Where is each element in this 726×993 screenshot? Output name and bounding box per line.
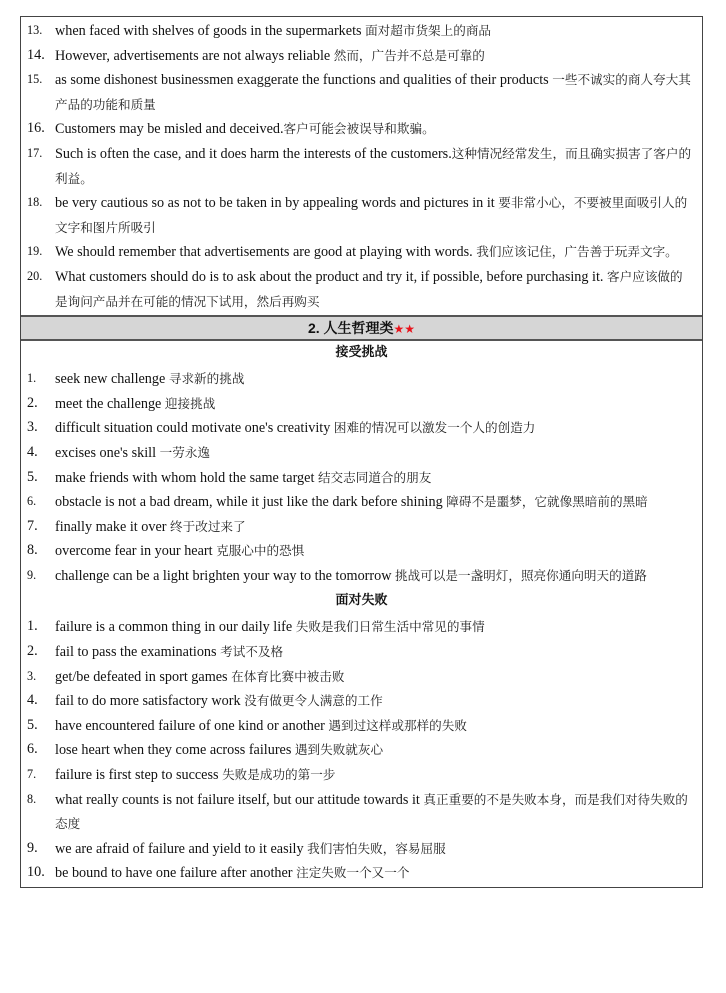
item-text: [55, 689, 702, 714]
item-text: [55, 191, 702, 240]
item-number: 7.: [27, 517, 38, 534]
item-number: 4.: [27, 692, 38, 709]
item-text: [55, 466, 702, 491]
item-number: 13.: [27, 23, 43, 37]
chinese-translation: 我们害怕失败，容易屈服: [307, 840, 446, 856]
item-number: 5.: [27, 468, 38, 485]
item-number: 1.: [27, 371, 37, 386]
item-number: 6.: [27, 494, 37, 509]
english-phrase: difficult situation could motivate one's creativity: [55, 420, 334, 437]
item-number: 16.: [27, 120, 45, 137]
item-number: 19.: [27, 244, 43, 259]
chinese-translation: 真正重要的不是失败本身，而是我们对待失败的态度: [55, 791, 688, 832]
chinese-translation: 客户应该做的是询问产品并在可能的情况下试用，然后再购买: [55, 268, 683, 309]
item-number: 10.: [27, 864, 45, 881]
english-phrase: get/be defeated in sport games: [55, 668, 232, 685]
chinese-translation: 我们应该记住，广告善于玩弄文字。: [476, 244, 678, 260]
list-item: [21, 44, 702, 69]
list-item: [21, 142, 702, 191]
item-number: 8.: [27, 791, 37, 806]
item-number: 20.: [27, 268, 43, 283]
chinese-translation: 失败是我们日常生活中常见的事情: [295, 619, 485, 635]
list-item: [21, 392, 702, 417]
chinese-translation: 在体育比赛中被击败: [231, 668, 345, 684]
english-phrase: make friends with whom hold the same target: [55, 469, 318, 486]
chinese-translation: 终于改过来了: [170, 518, 246, 534]
chinese-translation: 这种情况经常发生，而且确实损害了客户的利益。: [55, 145, 692, 186]
english-phrase: have encountered failure of one kind or another: [55, 717, 329, 734]
item-text: [55, 837, 702, 862]
item-text: [55, 367, 702, 392]
english-phrase: lose heart when they come across failures: [55, 742, 295, 759]
list-item: [21, 640, 702, 665]
item-text: [55, 416, 702, 441]
item-number: 9.: [27, 839, 38, 856]
list-item: [21, 788, 702, 837]
chinese-translation: 迎接挑战: [164, 395, 216, 411]
list-item: [21, 240, 702, 265]
vocabulary-table: [20, 16, 703, 888]
english-phrase: what really counts is not failure itself, but our attitude towards it: [55, 791, 424, 808]
item-number: 5.: [27, 716, 38, 733]
item-text: [55, 44, 702, 69]
english-phrase: excises one's skill: [55, 444, 160, 461]
item-text: [55, 515, 702, 540]
english-phrase: we are afraid of failure and yield to it easily: [55, 840, 308, 857]
english-phrase: be bound to have one failure after another: [55, 865, 297, 882]
subheading-failure: 面对失败: [335, 593, 388, 609]
english-phrase: failure is a common thing in our daily life: [55, 619, 296, 636]
failure-list: [21, 613, 702, 887]
english-phrase: Customers may be misled and deceived.: [55, 121, 284, 138]
item-text: [55, 490, 702, 515]
list-item: [21, 416, 702, 441]
item-number: 6.: [27, 741, 38, 758]
chinese-translation: 失败是成功的第一步: [222, 767, 336, 783]
list-item: [21, 665, 702, 690]
star-rating-icon: ★★: [393, 322, 416, 337]
chinese-translation: 客户可能会被误导和欺骗。: [283, 121, 435, 137]
list-item: [21, 490, 702, 515]
item-text: [55, 265, 702, 314]
section-title: 2. 人生哲理类: [307, 320, 394, 337]
english-phrase: finally make it over: [55, 518, 171, 535]
item-text: [55, 117, 702, 142]
english-phrase: as some dishonest businessmen exaggerate the functions and qualities of their products: [55, 72, 553, 89]
item-text: [55, 714, 702, 739]
ads-list: [21, 17, 702, 315]
item-number: 8.: [27, 542, 38, 559]
item-number: 9.: [27, 567, 37, 582]
item-number: 17.: [27, 145, 43, 160]
chinese-translation: 没有做更令人满意的工作: [244, 693, 383, 709]
chinese-translation: 寻求新的挑战: [168, 371, 245, 387]
english-phrase: However, advertisements are not always reliable: [55, 47, 334, 64]
subheading-challenge: 接受挑战: [335, 345, 388, 361]
english-phrase: obstacle is not a bad dream, while it just like the dark before shining: [55, 494, 447, 511]
chinese-translation: 遇到失败就灰心: [294, 742, 384, 758]
list-item: [21, 738, 702, 763]
english-phrase: challenge can be a light brighten your way to the tomorrow: [55, 567, 396, 584]
english-phrase: when faced with shelves of goods in the supermarkets: [55, 23, 366, 39]
english-phrase: fail to pass the examinations: [55, 644, 221, 661]
list-item: [21, 763, 702, 788]
chinese-translation: 要非常小心，不要被里面吸引人的文字和图片所吸引: [55, 195, 688, 235]
list-item: [21, 861, 702, 886]
list-item: [21, 68, 702, 117]
item-number: 7.: [27, 767, 37, 782]
section-header: [21, 315, 702, 341]
item-text: [55, 861, 702, 886]
english-phrase: seek new challenge: [55, 371, 169, 388]
item-number: 4.: [27, 443, 38, 460]
chinese-translation: 一劳永逸: [159, 444, 210, 460]
list-item: [21, 117, 702, 142]
item-text: [55, 665, 702, 690]
list-item: [21, 515, 702, 540]
item-text: [55, 640, 702, 665]
item-text: [55, 788, 702, 837]
item-number: 2.: [27, 643, 38, 660]
chinese-translation: 注定失败一个又一个: [296, 865, 410, 881]
list-item: [21, 564, 702, 589]
list-item: [21, 689, 702, 714]
item-text: [55, 564, 702, 589]
item-text: [55, 142, 702, 191]
list-item: [21, 714, 702, 739]
chinese-translation: 考试不及格: [220, 644, 284, 660]
item-text: [55, 441, 702, 466]
english-phrase: failure is first step to success: [55, 767, 223, 784]
english-phrase: fail to do more satisfactory work: [55, 693, 245, 710]
item-text: [55, 240, 702, 265]
english-phrase: be very cautious so as not to be taken in by appealing words and pictures in it: [55, 195, 499, 212]
item-number: 3.: [27, 668, 37, 683]
chinese-translation: 障碍不是噩梦，它就像黑暗前的黑暗: [446, 494, 648, 510]
item-number: 1.: [27, 618, 38, 635]
chinese-translation: 困难的情况可以激发一个人的创造力: [333, 420, 536, 436]
item-text: [55, 615, 702, 640]
chinese-translation: 挑战可以是一盏明灯，照亮你通向明天的道路: [395, 567, 647, 583]
list-item: [21, 466, 702, 491]
challenge-list: [21, 365, 702, 589]
chinese-translation: 遇到过这样或那样的失败: [328, 717, 467, 733]
english-phrase: What customers should do is to ask about the product and try it, if possible, before purchasing it.: [55, 268, 608, 285]
item-number: 2.: [27, 394, 38, 411]
english-phrase: We should remember that advertisements are good at playing with words.: [55, 244, 477, 261]
chinese-translation: 结交志同道合的朋友: [317, 469, 432, 485]
chinese-translation: 一些不诚实的商人夸大其产品的功能和质量: [55, 72, 691, 112]
item-text: [55, 392, 702, 417]
list-item: [21, 191, 702, 240]
list-item: [21, 367, 702, 392]
chinese-translation: 然而，广告并不总是可靠的: [333, 47, 485, 63]
item-number: 18.: [27, 195, 43, 210]
item-text: [55, 763, 702, 788]
item-text: [55, 68, 702, 117]
list-item: [21, 265, 702, 314]
english-phrase: meet the challenge: [55, 395, 165, 412]
item-number: 3.: [27, 419, 38, 436]
chinese-translation: 面对超市货架上的商品: [365, 23, 492, 38]
chinese-translation: 克服心中的恐惧: [216, 543, 305, 559]
list-item: [21, 837, 702, 862]
english-phrase: Such is often the case, and it does harm the interests of the customers.: [55, 145, 452, 162]
list-item: [21, 539, 702, 564]
english-phrase: overcome fear in your heart: [55, 543, 217, 560]
list-item: [21, 441, 702, 466]
item-text: [55, 539, 702, 564]
item-number: 14.: [27, 46, 45, 63]
list-item: [21, 19, 702, 44]
item-text: [55, 19, 702, 44]
item-number: 15.: [27, 72, 43, 87]
item-text: [55, 738, 702, 763]
list-item: [21, 615, 702, 640]
